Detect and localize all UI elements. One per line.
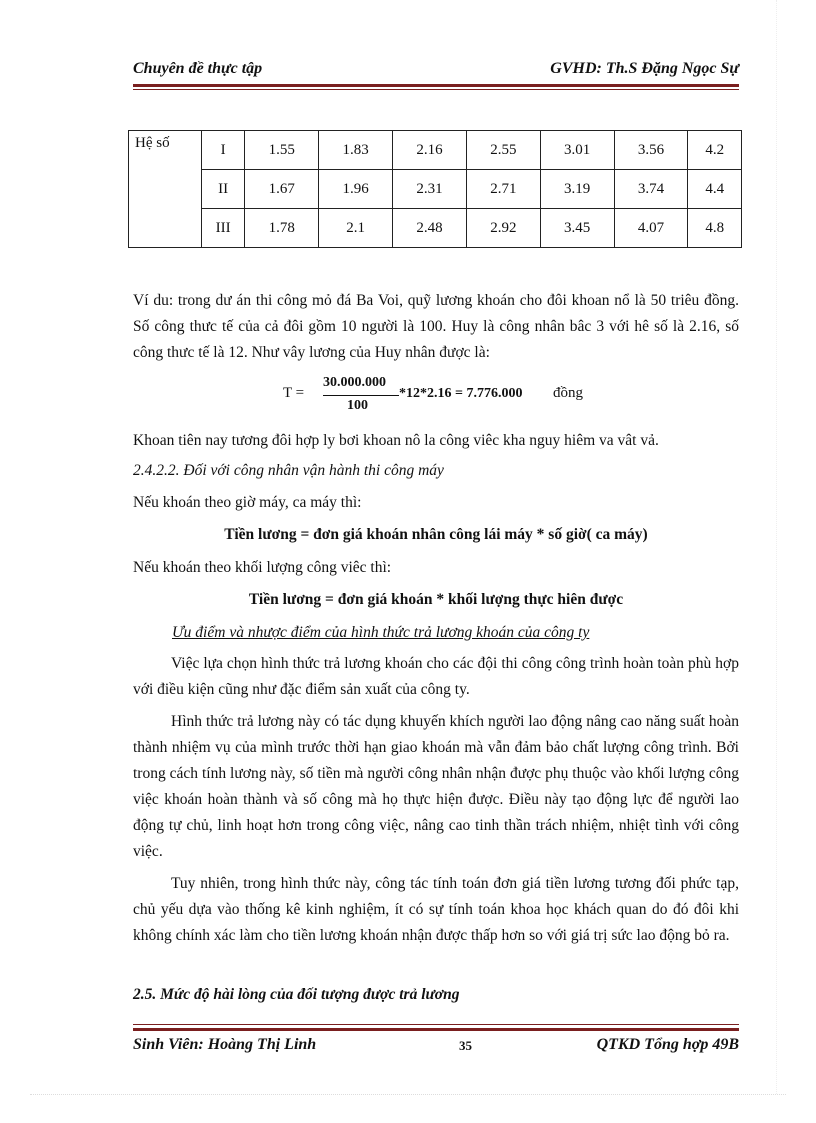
page-footer xyxy=(133,1036,739,1058)
footer-author: Sinh Viên: Hoàng Thị Linh xyxy=(133,1036,317,1053)
value-cell: 3.45 xyxy=(540,209,614,248)
volume-formula: Tiền lương = đơn giá khoán * khối lượng thực hiên được xyxy=(248,591,624,608)
footer-rule-thick xyxy=(133,1028,739,1031)
page-header xyxy=(133,60,739,82)
header-left: Chuyên đề thực tập xyxy=(133,60,263,77)
value-cell: 3.74 xyxy=(614,170,688,209)
value-cell: 1.83 xyxy=(319,131,393,170)
value-cell: 2.71 xyxy=(466,170,540,209)
section-heading-25: 2.5. Mức độ hài lòng của đối tượng được trả lương xyxy=(133,986,460,1003)
table-row xyxy=(129,170,742,209)
footer-rule-thin xyxy=(133,1024,739,1025)
coefficient-table xyxy=(128,130,742,248)
page-border-right xyxy=(776,0,777,1094)
header-right: GVHD: Th.S Đặng Ngọc Sự xyxy=(550,60,739,77)
value-cell: 4.2 xyxy=(688,131,742,170)
table-row xyxy=(129,131,742,170)
pros-cons-subheading: Ưu điểm và nhược điểm của hình thức trả lương khoán của công ty xyxy=(172,624,590,641)
section-heading-2422: 2.4.2.2. Đối với công nhân vận hành thi công máy xyxy=(133,462,444,479)
grade-cell: II xyxy=(202,170,245,209)
volume-intro: Nếu khoán theo khối lượng công viêc thì: xyxy=(133,559,392,576)
value-cell: 1.55 xyxy=(245,131,319,170)
page-border-bottom xyxy=(30,1094,786,1095)
value-cell: 2.55 xyxy=(466,131,540,170)
value-cell: 2.31 xyxy=(393,170,467,209)
paragraph-2: Hình thức trả lương này có tác dụng khuyến khích người lao động nâng cao năng suất hoàn thành nhiệm vụ của mình trước thời hạn giao khoán mà vẫn đảm bảo chất lượng công trình. Bởi trong cách tính lương này, số tiền mà người công nhân nhận được phụ thuộc vào khối lượng công việc khoán hoàn thành và số công mà họ thực hiện được. Điều này tạo động lực để người lao động tự chủ, linh hoạt hơn trong công việc, nâng cao tinh thần trách nhiệm, nhiệt tình với công việc. xyxy=(133,713,739,860)
value-cell: 3.01 xyxy=(540,131,614,170)
example-paragraph: Ví du: trong dư án thi công mỏ đá Ba Voi, quỹ lương khoán cho đôi khoan nổ là 50 triêu đồng. Số công thưc tế của cả đôi gồm 10 người là 100. Huy là công nhân bâc 3 với hê số là 2.16, số công thưc tế là 12. Như vây lương của Huy nhân được là: xyxy=(133,292,739,361)
table-row-label: Hệ số xyxy=(129,131,202,248)
page-number: 35 xyxy=(459,1038,472,1053)
note-paragraph: Khoan tiên nay tương đôi hợp ly bơi khoan nô la công viêc kha nguy hiêm va vât vả. xyxy=(133,432,659,449)
header-rule-thick xyxy=(133,84,739,87)
header-rule-thin xyxy=(133,89,739,90)
value-cell: 2.1 xyxy=(319,209,393,248)
formula-numerator: 30.000.000 xyxy=(323,375,386,390)
paragraph-1: Việc lựa chọn hình thức trả lương khoán cho các đội thi công công trình hoàn toàn phù hợp với điều kiện cũng như đặc điểm sản xuất của công ty. xyxy=(133,655,739,698)
value-cell: 3.56 xyxy=(614,131,688,170)
formula-rest: *12*2.16 = 7.776.000 xyxy=(399,386,523,401)
paragraph-3: Tuy nhiên, trong hình thức này, công tác tính toán đơn giá tiền lương tương đối phức tạp, chủ yếu dựa vào thống kê kinh nghiệm, ít có sự tính toán khoa học khách quan do đó đôi khi không chính xác làm cho tiền lương khoán nhận được thấp hơn so với giá trị sức lao động bỏ ra. xyxy=(133,875,739,944)
table-row xyxy=(129,209,742,248)
value-cell: 1.96 xyxy=(319,170,393,209)
value-cell: 2.92 xyxy=(466,209,540,248)
footer-class: QTKD Tổng hợp 49B xyxy=(596,1036,739,1053)
value-cell: 4.4 xyxy=(688,170,742,209)
value-cell: 3.19 xyxy=(540,170,614,209)
formula-lhs: T = xyxy=(283,385,305,401)
machine-intro: Nếu khoán theo giờ máy, ca máy thì: xyxy=(133,494,362,511)
value-cell: 1.67 xyxy=(245,170,319,209)
value-cell: 2.48 xyxy=(393,209,467,248)
grade-cell: III xyxy=(202,209,245,248)
formula-denominator: 100 xyxy=(347,398,368,413)
value-cell: 4.8 xyxy=(688,209,742,248)
value-cell: 4.07 xyxy=(614,209,688,248)
value-cell: 2.16 xyxy=(393,131,467,170)
machine-formula: Tiền lương = đơn giá khoán nhân công lái máy * số giờ( ca máy) xyxy=(224,526,648,543)
grade-cell: I xyxy=(202,131,245,170)
value-cell: 1.78 xyxy=(245,209,319,248)
fraction-bar xyxy=(323,395,399,396)
formula-unit: đồng xyxy=(553,385,583,401)
